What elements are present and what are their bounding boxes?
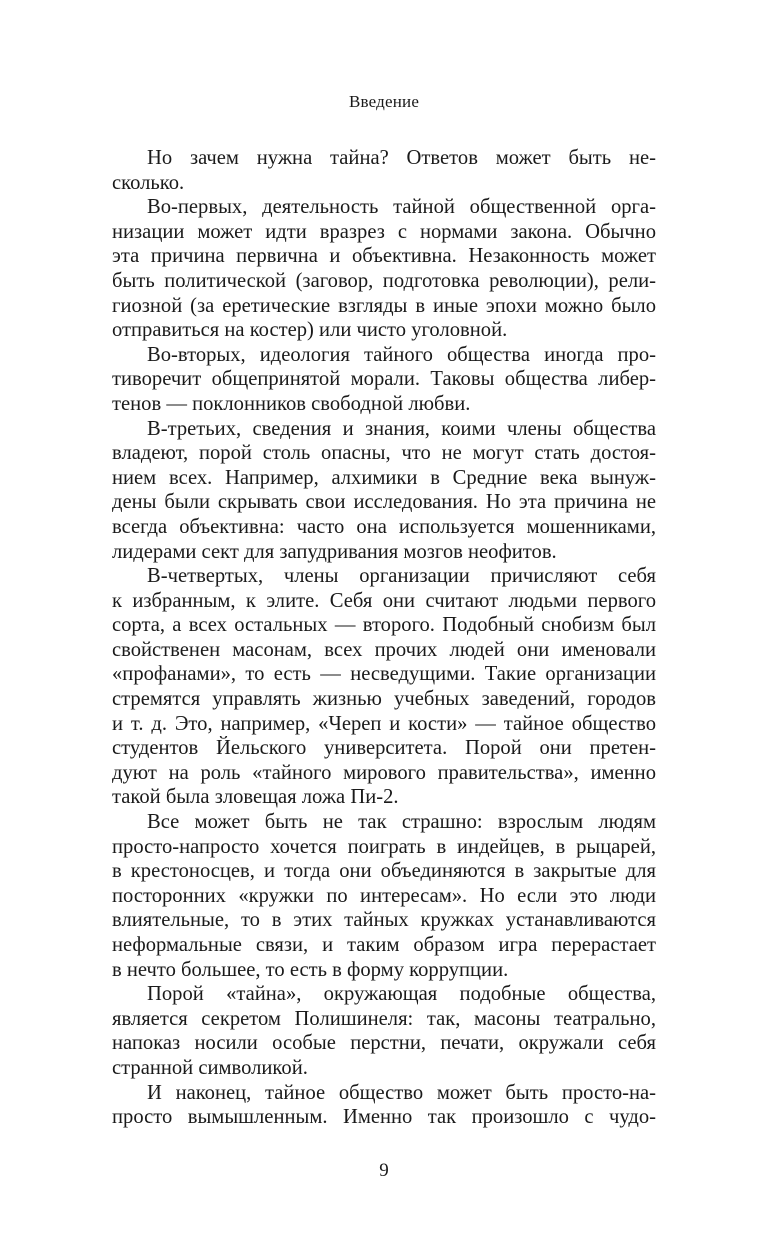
text-line: «профанами», то есть — несведущими. Такие организации: [112, 663, 656, 686]
running-header: Введение: [348, 92, 420, 111]
body-text: [112, 146, 656, 1130]
text-line: Все может быть не так страшно: взрослым людям: [147, 811, 656, 834]
text-line: напоказ носили особые перстни, печати, окружали себя: [112, 1032, 656, 1055]
text-line: посторонних «кружки по интересам». Но если это люди: [112, 884, 656, 907]
text-line: странной символикой.: [112, 1056, 308, 1079]
text-line: Но зачем нужна тайна? Ответов может быть не-: [147, 147, 656, 169]
text-line: всегда объективна: часто она используется мошенниками,: [112, 515, 656, 538]
text-line: отправиться на костер) или чисто уголовной.: [112, 319, 508, 342]
text-line: влиятельные, то в этих тайных кружках устанавливаются: [112, 909, 656, 932]
text-line: нием всех. Например, алхимики в Средние века вынуж-: [112, 466, 656, 489]
text-line: сорта, а всех остальных — второго. Подобный снобизм был: [112, 614, 656, 637]
text-line: в крестоносцев, и тогда они объединяются в закрытые для: [112, 860, 656, 883]
text-line: сколько.: [112, 171, 185, 194]
text-line: Во-первых, деятельность тайной общественной орга-: [147, 196, 656, 219]
text-line: и т. д. Это, например, «Череп и кости» — тайное общество: [112, 712, 656, 735]
page-number: 9: [379, 1160, 389, 1181]
text-line: тенов — поклонников свободной любви.: [112, 392, 471, 415]
text-line: В-третьих, сведения и знания, коими члены общества: [147, 417, 656, 440]
text-line: в нечто большее, то есть в форму коррупции.: [112, 958, 509, 981]
text-line: просто-напросто хочется поиграть в индейцев, в рыцарей,: [112, 835, 656, 858]
text-line: Во-вторых, идеология тайного общества иногда про-: [147, 343, 656, 366]
text-line: студентов Йельского университета. Порой они претен-: [112, 737, 656, 760]
text-line: такой была зловещая ложа Пи-2.: [112, 786, 399, 809]
text-line: И наконец, тайное общество может быть просто-на-: [147, 1081, 656, 1104]
text-line: В-четвертых, члены организации причисляют себя: [147, 565, 656, 588]
text-line: стремятся управлять жизнью учебных заведений, городов: [112, 688, 656, 711]
text-line: Порой «тайна», окружающая подобные общества,: [147, 983, 656, 1006]
text-line: владеют, порой столь опасны, что не могут стать достоя-: [112, 442, 656, 465]
text-line: дуют на роль «тайного мирового правительства», именно: [112, 761, 656, 784]
text-line: к избранным, к элите. Себя они считают людьми первого: [112, 589, 656, 612]
text-line: неформальные связи, и таким образом игра перерастает: [112, 934, 656, 956]
text-line: является секретом Полишинеля: так, масоны театрально,: [112, 1007, 656, 1030]
text-line: лидерами сект для запудривания мозгов неофитов.: [112, 540, 557, 563]
text-line: дены были скрывать свои исследования. Но эта причина не: [112, 491, 656, 514]
text-line: эта причина первична и объективна. Незаконность может: [112, 245, 656, 268]
text-line: быть политической (заговор, подготовка революции), рели-: [112, 269, 656, 292]
text-line: просто вымышленным. Именно так произошло с чудо-: [112, 1106, 656, 1129]
text-line: гиозной (за еретические взгляды в иные эпохи можно было: [112, 294, 656, 317]
text-line: тиворечит общепринятой морали. Таковы общества либер-: [112, 368, 656, 391]
text-line: низации может идти вразрез с нормами закона. Обычно: [112, 220, 656, 243]
text-line: свойственен масонам, всех прочих людей они именовали: [112, 638, 656, 661]
